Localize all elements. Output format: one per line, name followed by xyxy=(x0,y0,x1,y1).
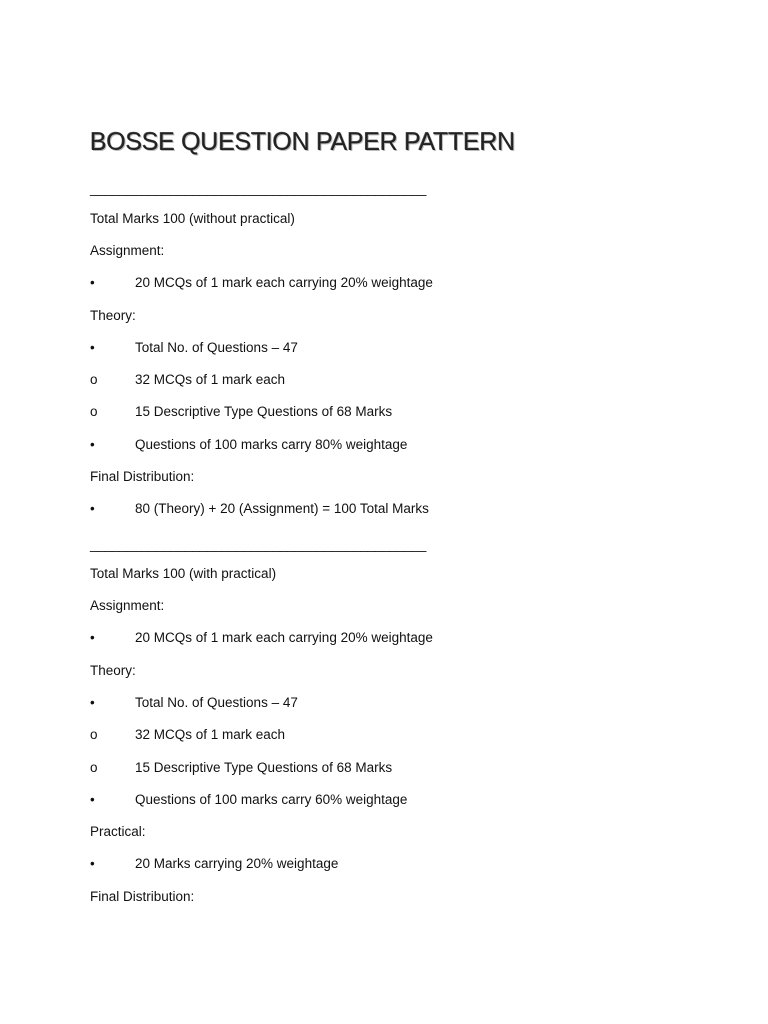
list-item-text: 15 Descriptive Type Questions of 68 Marks xyxy=(135,760,393,775)
horizontal-rule: ______________________________________________ xyxy=(90,537,427,552)
theory-label: Theory: xyxy=(90,308,136,323)
sub-bullet-marker: o xyxy=(90,404,98,419)
list-item-text: Questions of 100 marks carry 60% weightage xyxy=(135,792,408,807)
list-item-text: 32 MCQs of 1 mark each xyxy=(135,372,286,387)
bullet-marker: • xyxy=(90,501,95,516)
bullet-marker: • xyxy=(90,275,95,290)
section-heading-without-practical: Total Marks 100 (without practical) xyxy=(90,211,295,226)
final-distribution-label: Final Distribution: xyxy=(90,469,195,484)
sub-bullet-marker: o xyxy=(90,727,98,742)
section-heading-with-practical: Total Marks 100 (with practical) xyxy=(90,566,277,581)
bullet-marker: • xyxy=(90,695,95,710)
horizontal-rule: ______________________________________________ xyxy=(90,181,427,196)
bullet-marker: • xyxy=(90,856,95,871)
sub-bullet-marker: o xyxy=(90,760,98,775)
list-item-text: 32 MCQs of 1 mark each xyxy=(135,727,286,742)
theory-label: Theory: xyxy=(90,663,136,678)
list-item-text: 20 Marks carrying 20% weightage xyxy=(135,856,339,871)
final-distribution-label: Final Distribution: xyxy=(90,889,195,904)
bullet-marker: • xyxy=(90,437,95,452)
sub-bullet-marker: o xyxy=(90,372,98,387)
bullet-marker: • xyxy=(90,340,95,355)
list-item-text: 20 MCQs of 1 mark each carrying 20% weightage xyxy=(135,630,433,645)
assignment-label: Assignment: xyxy=(90,243,165,258)
list-item-text: 20 MCQs of 1 mark each carrying 20% weightage xyxy=(135,275,433,290)
list-item-text: 80 (Theory) + 20 (Assignment) = 100 Total Marks xyxy=(135,501,429,516)
bullet-marker: • xyxy=(90,630,95,645)
assignment-label: Assignment: xyxy=(90,598,165,613)
list-item-text: Questions of 100 marks carry 80% weightage xyxy=(135,437,408,452)
practical-label: Practical: xyxy=(90,824,146,839)
bullet-marker: • xyxy=(90,792,95,807)
document-title: BOSSE QUESTION PAPER PATTERN xyxy=(90,128,516,156)
list-item-text: Total No. of Questions – 47 xyxy=(135,340,298,355)
list-item-text: Total No. of Questions – 47 xyxy=(135,695,298,710)
list-item-text: 15 Descriptive Type Questions of 68 Marks xyxy=(135,404,393,419)
